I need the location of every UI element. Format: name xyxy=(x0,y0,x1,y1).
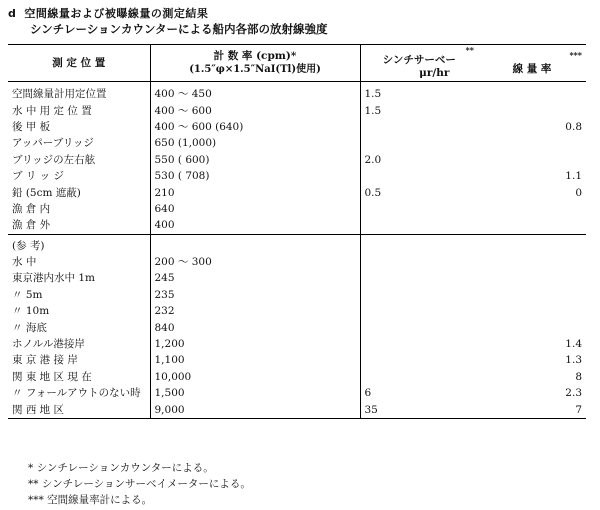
table-row xyxy=(8,385,586,401)
cell-dose xyxy=(478,86,586,102)
cell-location: 関 東 地 区 現 在 xyxy=(8,369,150,385)
footnote: * シンチレーションカウンターによる。 xyxy=(28,462,214,474)
table-row xyxy=(8,270,586,286)
header-rate-line1: シンチサーベー xyxy=(382,54,456,66)
cell-rate: 1.5 xyxy=(364,104,382,117)
footnote: *** 空間線量率計による。 xyxy=(28,494,153,506)
table-row xyxy=(8,352,586,368)
cell-cpm: 200 ～ 300 xyxy=(150,254,360,270)
cell-cpm: 650 (1,000) xyxy=(150,135,360,151)
footnotes xyxy=(28,460,251,508)
cell-dose: 0 xyxy=(575,186,582,199)
cell-dose xyxy=(478,303,586,319)
cell-rate xyxy=(360,201,478,217)
table-row xyxy=(8,401,586,418)
cell-dose xyxy=(478,254,586,270)
cell-cpm xyxy=(150,238,360,254)
cell-cpm: 232 xyxy=(150,303,360,319)
cell-cpm: 1,200 xyxy=(150,336,360,352)
cell-cpm: 9,000 xyxy=(150,401,360,418)
cell-dose xyxy=(478,270,586,286)
cell-location: アッパーブリッジ xyxy=(8,135,150,151)
measurement-table xyxy=(8,44,586,419)
cell-location: 漁 倉 外 xyxy=(8,217,150,234)
cell-rate xyxy=(360,238,478,254)
cell-rate: 2.0 xyxy=(364,153,382,166)
cell-dose xyxy=(478,287,586,303)
header-cpm xyxy=(150,45,360,82)
cell-dose: 0.8 xyxy=(565,120,582,133)
header-dose-mark: *** xyxy=(569,49,582,60)
cell-location: 空間線量計用定位置 xyxy=(8,86,150,102)
cell-location: ホノルル港接岸 xyxy=(8,336,150,352)
cell-location: 漁 倉 内 xyxy=(8,201,150,217)
cell-cpm: 210 xyxy=(150,184,360,200)
header-rate-mark: ** xyxy=(465,45,474,55)
header-cpm-line2: (1.5″φ×1.5″NaI(Tl)使用) xyxy=(189,64,321,75)
cell-dose: 1.4 xyxy=(565,338,582,351)
cell-rate: 0.5 xyxy=(364,186,382,199)
header-rate-line2: μr/hr xyxy=(419,67,450,79)
cell-location: (参 考) xyxy=(8,238,150,254)
table-row xyxy=(8,119,586,135)
cell-dose xyxy=(478,238,586,254)
table-row xyxy=(8,168,586,184)
cell-cpm: 235 xyxy=(150,287,360,303)
cell-rate xyxy=(360,369,478,385)
cell-rate xyxy=(360,287,478,303)
cell-location: 水 中 xyxy=(8,254,150,270)
header-rate xyxy=(360,45,478,82)
cell-location: 〃 海底 xyxy=(8,319,150,335)
cell-dose xyxy=(478,152,586,168)
cell-cpm: 530 ( 708) xyxy=(150,168,360,184)
table-header xyxy=(8,45,586,82)
cell-location: 東 京 港 接 岸 xyxy=(8,352,150,368)
cell-dose xyxy=(478,319,586,335)
cell-rate xyxy=(360,254,478,270)
cell-dose xyxy=(478,135,586,151)
cell-rate xyxy=(360,217,478,234)
cell-dose: 1.1 xyxy=(565,170,582,183)
cell-cpm: 400 ～ 450 xyxy=(150,86,360,102)
cell-rate xyxy=(360,352,478,368)
cell-cpm: 400 xyxy=(150,217,360,234)
table-row xyxy=(8,102,586,118)
cell-cpm: 840 xyxy=(150,319,360,335)
cell-rate xyxy=(360,135,478,151)
cell-cpm: 245 xyxy=(150,270,360,286)
cell-cpm: 1,500 xyxy=(150,385,360,401)
cell-location: 東京港内水中 1m xyxy=(8,270,150,286)
cell-dose xyxy=(478,102,586,118)
cell-dose: 8 xyxy=(575,370,582,383)
subtitle: シンチレーションカウンターによる船内各部の放射線強度 xyxy=(30,22,328,36)
cell-location: 後 甲 板 xyxy=(8,119,150,135)
cell-rate xyxy=(360,270,478,286)
cell-cpm: 640 xyxy=(150,201,360,217)
table-row xyxy=(8,184,586,200)
cell-rate xyxy=(360,319,478,335)
header-dose xyxy=(478,45,586,82)
cell-rate xyxy=(360,303,478,319)
cell-location: 水 中 用 定 位 置 xyxy=(8,102,150,118)
cell-dose xyxy=(478,201,586,217)
cell-location: 〃 10m xyxy=(8,303,150,319)
cell-location: ブ リ ッ ジ xyxy=(8,168,150,184)
cell-location: 〃 フォールアウトのない時 xyxy=(8,385,150,401)
header-cpm-line1: 計 数 率 (cpm)* xyxy=(213,50,297,62)
cell-location: 鉛 (5cm 遮蔽) xyxy=(8,184,150,200)
table-row xyxy=(8,238,586,254)
header-dose-label: 線 量 率 xyxy=(512,62,552,75)
cell-cpm: 10,000 xyxy=(150,369,360,385)
cell-cpm: 550 ( 600) xyxy=(150,152,360,168)
cell-rate: 6 xyxy=(364,387,372,400)
heading-title: 空間線量および被曝線量の測定結果 xyxy=(24,7,209,20)
table-row xyxy=(8,303,586,319)
heading xyxy=(8,5,208,21)
cell-rate xyxy=(360,336,478,352)
cell-dose xyxy=(478,217,586,234)
cell-dose: 7 xyxy=(478,401,586,418)
cell-dose: 1.3 xyxy=(565,354,582,367)
cell-rate: 35 xyxy=(360,401,478,418)
table-row xyxy=(8,369,586,385)
header-location: 測 定 位 置 xyxy=(8,45,150,82)
table-row xyxy=(8,254,586,270)
table-row xyxy=(8,319,586,335)
cell-location: 〃 5m xyxy=(8,287,150,303)
table-row xyxy=(8,201,586,217)
cell-cpm: 400 ～ 600 xyxy=(150,102,360,118)
table-row xyxy=(8,287,586,303)
cell-location: ブリッジの左右舷 xyxy=(8,152,150,168)
cell-rate: 1.5 xyxy=(364,88,382,101)
footnote: ** シンチレーションサーベイメーターによる。 xyxy=(28,478,251,490)
table-row xyxy=(8,86,586,102)
cell-rate xyxy=(360,168,478,184)
table-row xyxy=(8,336,586,352)
cell-cpm: 1,100 xyxy=(150,352,360,368)
table-row xyxy=(8,135,586,151)
cell-dose: 2.3 xyxy=(565,387,582,400)
table-row xyxy=(8,217,586,234)
cell-cpm: 400 ～ 600 (640) xyxy=(150,119,360,135)
cell-location: 関 西 地 区 xyxy=(8,401,150,418)
cell-rate xyxy=(360,119,478,135)
table-row xyxy=(8,152,586,168)
heading-letter: d xyxy=(8,7,17,20)
